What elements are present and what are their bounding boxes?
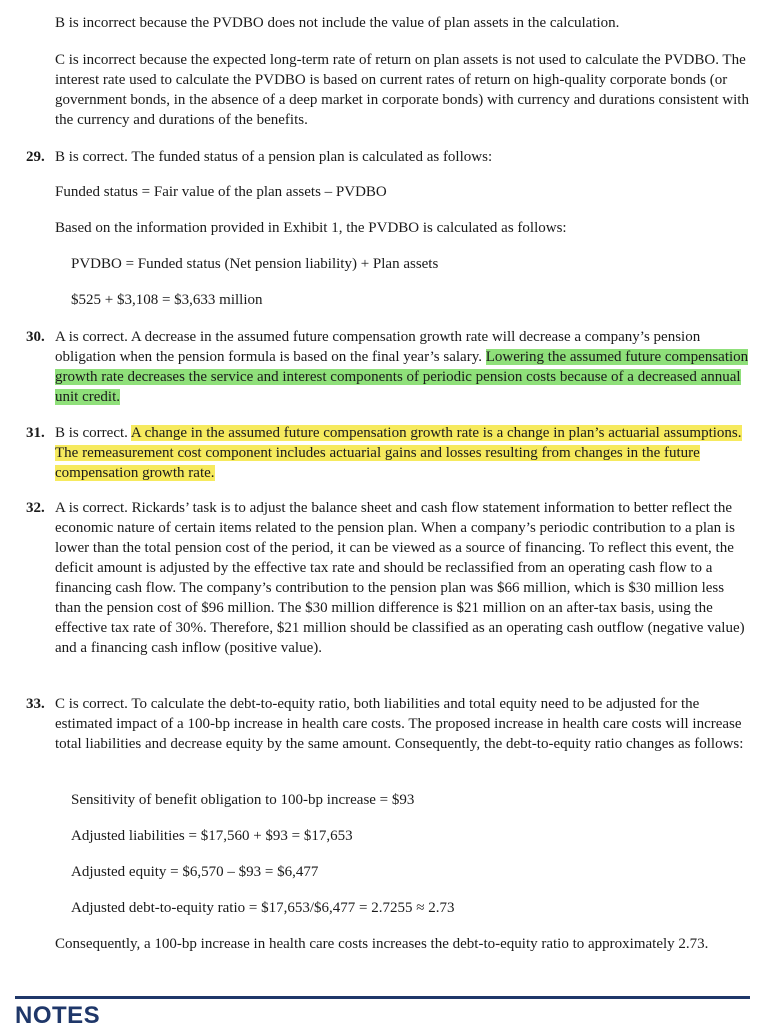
answer-30 (26, 327, 752, 407)
answer-text: A is correct. Rickards’ task is to adjust the balance sheet and cash flow statement information to better reflect the economic nature of certain items related to the pension plan. When a company’s periodic contribution to a plan is lower than the total pension cost of the period, it can be viewed as a source of financing. To reflect this event, the deficit amount is adjusted by the effective tax rate and should be reclassified from an operating cash flow to a financing cash flow. The company’s contribution to the pension plan was $66 million, which is $30 million less than the pension cost of $96 million. The $30 million difference is $21 million on an after-tax basis, using the effective tax rate of 30%. Therefore, $21 million should be classified as an operating cash outflow (negative value) and a financing cash inflow (positive value). (55, 500, 745, 656)
funded-status-formula: Funded status = Fair value of the plan assets – PVDBO (55, 184, 387, 200)
based-on-text: Based on the information provided in Exhibit 1, the PVDBO is calculated as follows: (55, 220, 567, 236)
answer-plain-text: B is correct. (55, 425, 131, 441)
conclusion-paragraph: Consequently, a 100-bp increase in health care costs increases the debt-to-equity ratio to approximately 2.73. (55, 936, 709, 952)
answer-text (55, 327, 752, 407)
yellow-highlight: A change in the assumed future compensation growth rate is a change in plan’s actuarial assumptions. The remeasurement cost component includes actuarial gains and losses resulting from changes in the future compensation growth rate. (55, 425, 742, 481)
answer-text: C is correct. To calculate the debt-to-equity ratio, both liabilities and total equity need to be adjusted for the estimated impact of a 100-bp increase in health care costs. The proposed increase in health care costs will increase total liabilities and decrease equity by the same amount. Consequently, the debt-to-equity ratio changes as follows: (55, 696, 744, 752)
answer-number: 29. (26, 149, 45, 165)
c-incorrect-paragraph: C is incorrect because the expected long-term rate of return on plan assets is not used to calculate the PVDBO. The interest rate used to calculate the PVDBO is based on current rates of return on high-quality corporate bonds (or government bonds, in the absence of a deep market in corporate bonds) with currency and durations consistent with the currency and durations of the benefits. (55, 52, 749, 128)
green-highlight: Lowering the assumed future compensation growth rate decreases the service and interest components of periodic pension costs because of a decreased annual unit credit. (55, 349, 749, 405)
pvdbo-calculation: $525 + $3,108 = $3,633 million (71, 292, 263, 308)
answer-text: B is correct. The funded status of a pension plan is calculated as follows: (55, 149, 493, 165)
notes-divider (15, 996, 750, 999)
answer-number: 30. (26, 329, 45, 345)
adjusted-liabilities-line: Adjusted liabilities = $17,560 + $93 = $17,653 (71, 828, 353, 844)
notes-heading: NOTES (15, 1002, 101, 1029)
answer-number: 32. (26, 500, 45, 516)
answer-29 (26, 147, 752, 167)
answer-text (55, 423, 752, 483)
b-incorrect-paragraph: B is incorrect because the PVDBO does not include the value of plan assets in the calculation. (55, 15, 620, 31)
adjusted-equity-line: Adjusted equity = $6,570 – $93 = $6,477 (71, 864, 319, 880)
answer-number: 33. (26, 696, 45, 712)
debt-to-equity-line: Adjusted debt-to-equity ratio = $17,653/$6,477 = 2.7255 ≈ 2.73 (71, 900, 455, 916)
answer-32 (26, 498, 752, 658)
answer-33 (26, 694, 752, 754)
sensitivity-line: Sensitivity of benefit obligation to 100-bp increase = $93 (71, 792, 415, 808)
answer-plain-text: A is correct. A decrease in the assumed future compensation growth rate will decrease a company’s pension obligation when the pension formula is based on the final year’s salary. (55, 329, 701, 365)
answer-31 (26, 423, 752, 483)
answer-number: 31. (26, 425, 45, 441)
pvdbo-formula: PVDBO = Funded status (Net pension liability) + Plan assets (71, 256, 439, 272)
